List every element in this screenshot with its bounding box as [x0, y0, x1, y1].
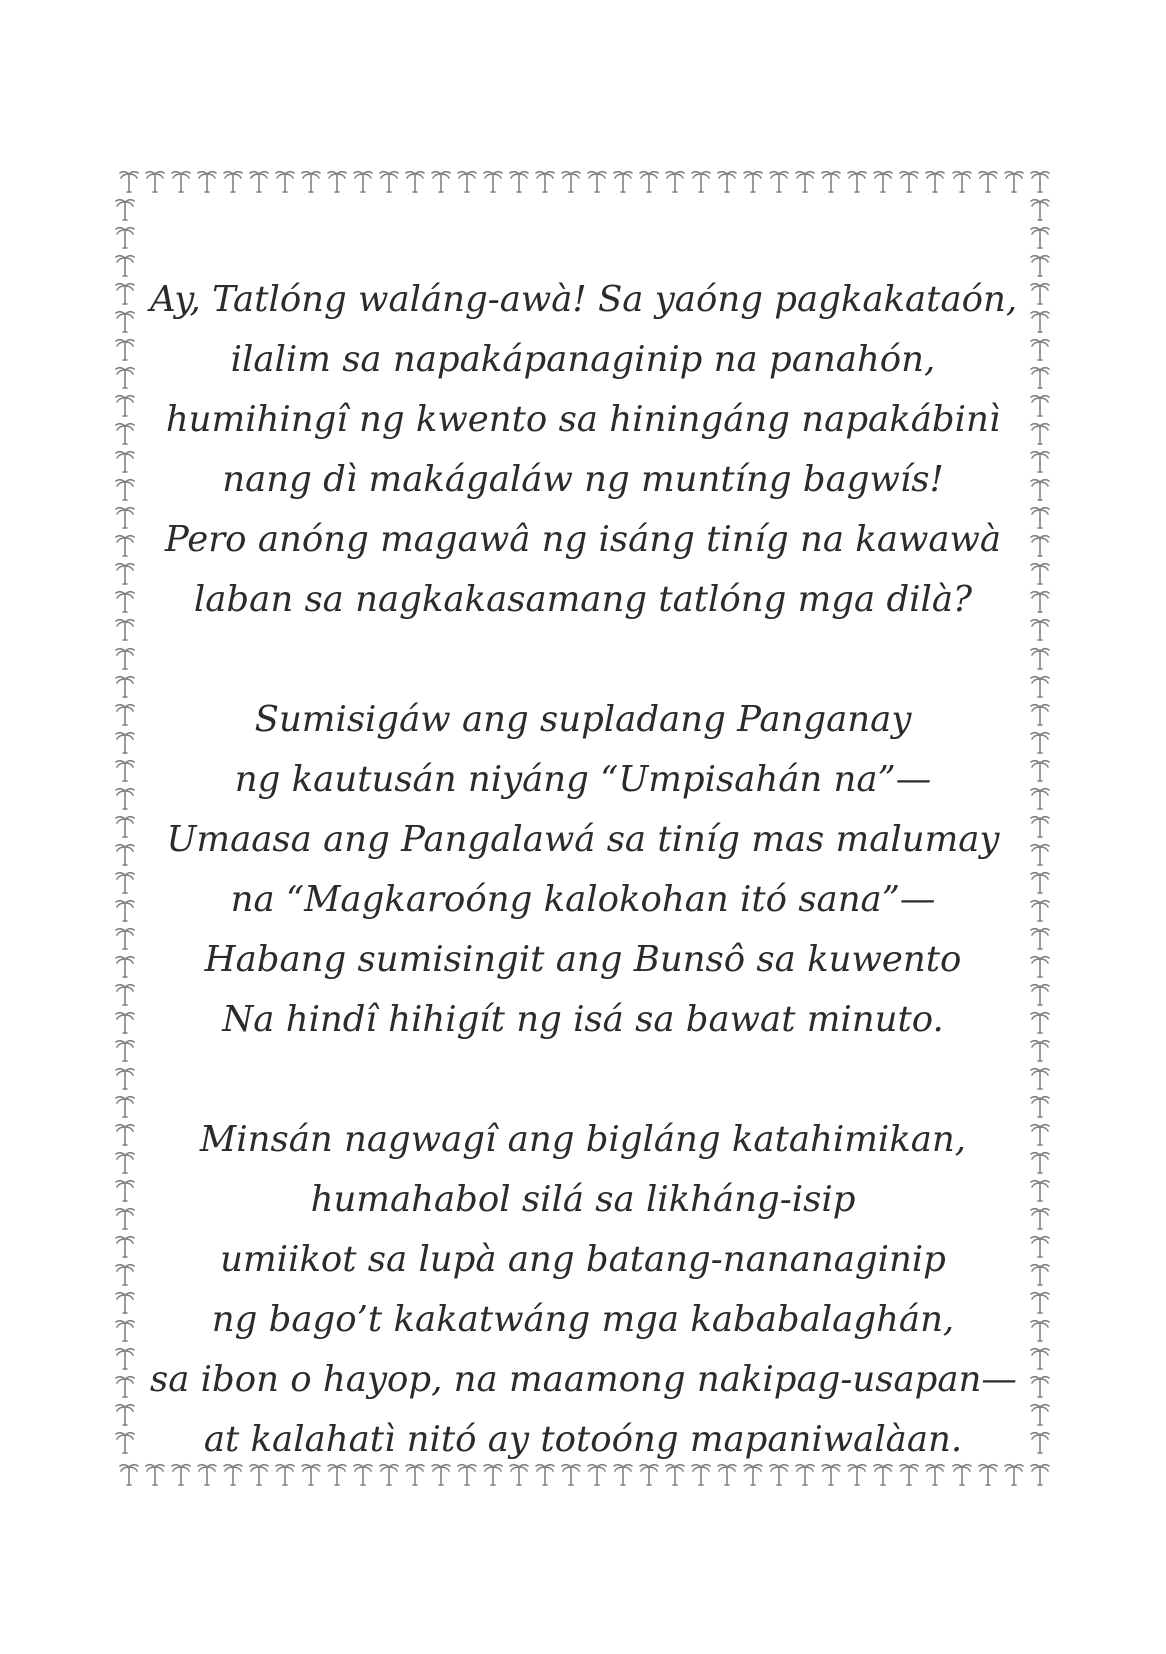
palm-tree-icon — [113, 1289, 137, 1315]
palm-tree-icon — [113, 224, 137, 250]
palm-tree-icon — [113, 1261, 137, 1287]
palm-tree-icon — [1028, 1429, 1052, 1455]
poem-line: Umaasa ang Pangalawá sa tiníg mas malumay — [166, 819, 1000, 860]
palm-tree-icon — [113, 1121, 137, 1147]
palm-tree-icon — [113, 1429, 137, 1455]
palm-tree-icon — [1028, 1205, 1052, 1231]
palm-tree-icon — [871, 168, 895, 194]
palm-tree-icon — [819, 168, 843, 194]
palm-tree-icon — [793, 168, 817, 194]
poem-line: Ay, Tatlóng waláng-awà! Sa yaóng pagkakataón, — [150, 279, 1018, 320]
palm-tree-icon — [1028, 280, 1052, 306]
palm-tree-icon — [113, 392, 137, 418]
poem-line: sa ibon o hayop, na maamong nakipag-usapan— — [150, 1359, 1017, 1400]
palm-tree-icon — [113, 1149, 137, 1175]
palm-tree-icon — [113, 336, 137, 362]
palm-tree-icon — [533, 168, 557, 194]
palm-tree-icon — [429, 168, 453, 194]
palm-tree-icon — [403, 168, 427, 194]
palm-tree-icon — [559, 168, 583, 194]
palm-tree-icon — [1028, 1345, 1052, 1371]
palm-tree-icon — [113, 1037, 137, 1063]
palm-tree-icon — [113, 701, 137, 727]
poem-line: at kalahatì nitó ay totoóng mapaniwalàan. — [203, 1419, 963, 1460]
palm-tree-icon — [113, 1009, 137, 1035]
poem-line: laban sa nagkakasamang tatlóng mga dilà? — [193, 579, 973, 620]
poem-line: Habang sumisingit ang Bunsô sa kuwento — [204, 939, 962, 980]
palm-tree-icon — [113, 841, 137, 867]
palm-tree-icon — [113, 645, 137, 671]
palm-tree-icon — [113, 588, 137, 614]
palm-tree-icon — [113, 785, 137, 811]
palm-tree-icon — [1028, 645, 1052, 671]
palm-tree-icon — [585, 168, 609, 194]
palm-tree-icon — [455, 168, 479, 194]
palm-tree-icon — [1028, 981, 1052, 1007]
palm-tree-icon — [113, 1205, 137, 1231]
palm-tree-icon — [1028, 701, 1052, 727]
palm-tree-icon — [1028, 897, 1052, 923]
stanza-3 — [150, 1110, 1016, 1470]
palm-tree-icon — [113, 252, 137, 278]
stanza-2 — [150, 690, 1016, 1050]
palm-tree-icon — [113, 560, 137, 586]
poem-line: ng bago’t kakatwáng mga kababalaghán, — [211, 1299, 955, 1340]
palm-tree-icon — [507, 168, 531, 194]
palm-tree-icon — [1028, 1317, 1052, 1343]
palm-tree-icon — [1028, 504, 1052, 530]
palm-tree-icon — [113, 1373, 137, 1399]
palm-tree-icon — [113, 673, 137, 699]
palm-tree-icon — [1028, 729, 1052, 755]
poem-line: Na hindî hihigít ng isá sa bawat minuto. — [222, 999, 944, 1040]
palm-tree-icon — [1028, 1289, 1052, 1315]
palm-tree-icon — [113, 448, 137, 474]
poem-line: umiikot sa lupà ang batang-nananaginip — [220, 1239, 946, 1280]
palm-tree-icon — [299, 168, 323, 194]
palm-tree-icon — [113, 953, 137, 979]
palm-tree-icon — [113, 925, 137, 951]
palm-tree-icon — [637, 168, 661, 194]
palm-tree-icon — [1028, 1261, 1052, 1287]
palm-tree-icon — [689, 168, 713, 194]
palm-tree-icon — [1028, 813, 1052, 839]
border-left — [110, 196, 140, 1456]
palm-tree-icon — [611, 168, 635, 194]
poem-line: ng kautusán niyáng “Umpisahán na”— — [234, 759, 932, 800]
palm-tree-icon — [113, 616, 137, 642]
palm-tree-icon — [741, 168, 765, 194]
palm-tree-icon — [113, 1065, 137, 1091]
palm-tree-icon — [897, 168, 921, 194]
palm-tree-icon — [113, 897, 137, 923]
palm-tree-icon — [923, 168, 947, 194]
palm-tree-icon — [113, 364, 137, 390]
palm-tree-icon — [1028, 364, 1052, 390]
palm-tree-icon — [113, 196, 137, 222]
poem-line: Pero anóng magawâ ng isáng tiníg na kawawà — [164, 519, 1002, 560]
palm-tree-icon — [113, 1093, 137, 1119]
stanza-1 — [150, 270, 1016, 630]
palm-tree-icon — [1028, 560, 1052, 586]
palm-tree-icon — [143, 168, 167, 194]
palm-tree-icon — [1028, 224, 1052, 250]
palm-tree-icon — [1028, 1233, 1052, 1259]
palm-tree-icon — [169, 168, 193, 194]
palm-tree-icon — [1028, 757, 1052, 783]
poem-line: humihingî ng kwento sa hiningáng napakábinì — [165, 399, 1001, 440]
palm-tree-icon — [1028, 588, 1052, 614]
palm-tree-icon — [113, 813, 137, 839]
palm-tree-icon — [351, 168, 375, 194]
palm-tree-icon — [1028, 1177, 1052, 1203]
palm-tree-icon — [1028, 1401, 1052, 1427]
border-right — [1025, 196, 1055, 1456]
poem-line: nang dì makágaláw ng muntíng bagwís! — [222, 459, 944, 500]
palm-tree-icon — [1002, 168, 1026, 194]
palm-tree-icon — [1028, 420, 1052, 446]
poem-line: na “Magkaroóng kalokohan itó sana”— — [230, 879, 936, 920]
palm-tree-icon — [1028, 1093, 1052, 1119]
palm-tree-icon — [950, 168, 974, 194]
palm-tree-icon — [273, 168, 297, 194]
palm-tree-icon — [1028, 1149, 1052, 1175]
palm-tree-icon — [113, 308, 137, 334]
palm-tree-icon — [117, 1461, 141, 1487]
palm-tree-icon — [767, 168, 791, 194]
palm-tree-icon — [1028, 1373, 1052, 1399]
poem — [150, 270, 1016, 1530]
palm-tree-icon — [1028, 616, 1052, 642]
palm-tree-icon — [1028, 392, 1052, 418]
palm-tree-icon — [1028, 448, 1052, 474]
palm-tree-icon — [1028, 1065, 1052, 1091]
poem-line: ilalim sa napakápanaginip na panahón, — [230, 339, 936, 380]
palm-tree-icon — [1028, 168, 1052, 194]
palm-tree-icon — [221, 168, 245, 194]
palm-tree-icon — [113, 1401, 137, 1427]
palm-tree-icon — [715, 168, 739, 194]
palm-tree-icon — [113, 476, 137, 502]
palm-tree-icon — [113, 869, 137, 895]
palm-tree-icon — [1028, 841, 1052, 867]
palm-tree-icon — [113, 1233, 137, 1259]
poem-line: Sumisigáw ang supladang Panganay — [254, 699, 912, 740]
palm-tree-icon — [113, 1177, 137, 1203]
palm-tree-icon — [663, 168, 687, 194]
poem-line: humahabol silá sa likháng-isip — [310, 1179, 856, 1220]
palm-tree-icon — [1028, 196, 1052, 222]
palm-tree-icon — [1028, 252, 1052, 278]
palm-tree-icon — [113, 532, 137, 558]
palm-tree-icon — [117, 168, 141, 194]
palm-tree-icon — [1028, 673, 1052, 699]
palm-tree-icon — [1028, 953, 1052, 979]
poem-line: Minsán nagwagî ang bigláng katahimikan, — [199, 1119, 967, 1160]
palm-tree-icon — [325, 168, 349, 194]
palm-tree-icon — [1028, 1009, 1052, 1035]
palm-tree-icon — [113, 504, 137, 530]
palm-tree-icon — [481, 168, 505, 194]
palm-tree-icon — [976, 168, 1000, 194]
palm-tree-icon — [113, 1317, 137, 1343]
palm-tree-icon — [377, 168, 401, 194]
palm-tree-icon — [113, 280, 137, 306]
palm-tree-icon — [1028, 785, 1052, 811]
palm-tree-icon — [195, 168, 219, 194]
palm-tree-icon — [113, 1345, 137, 1371]
palm-tree-icon — [1028, 532, 1052, 558]
palm-tree-icon — [1028, 1121, 1052, 1147]
palm-tree-icon — [1028, 476, 1052, 502]
palm-tree-icon — [113, 981, 137, 1007]
palm-tree-icon — [1028, 925, 1052, 951]
palm-tree-icon — [247, 168, 271, 194]
palm-tree-icon — [1028, 1037, 1052, 1063]
palm-tree-icon — [1028, 1461, 1052, 1487]
palm-tree-icon — [845, 168, 869, 194]
palm-tree-icon — [113, 729, 137, 755]
palm-tree-icon — [1028, 869, 1052, 895]
border-top — [117, 166, 1052, 196]
palm-tree-icon — [113, 420, 137, 446]
palm-tree-icon — [1028, 336, 1052, 362]
palm-tree-icon — [1028, 308, 1052, 334]
palm-tree-icon — [113, 757, 137, 783]
